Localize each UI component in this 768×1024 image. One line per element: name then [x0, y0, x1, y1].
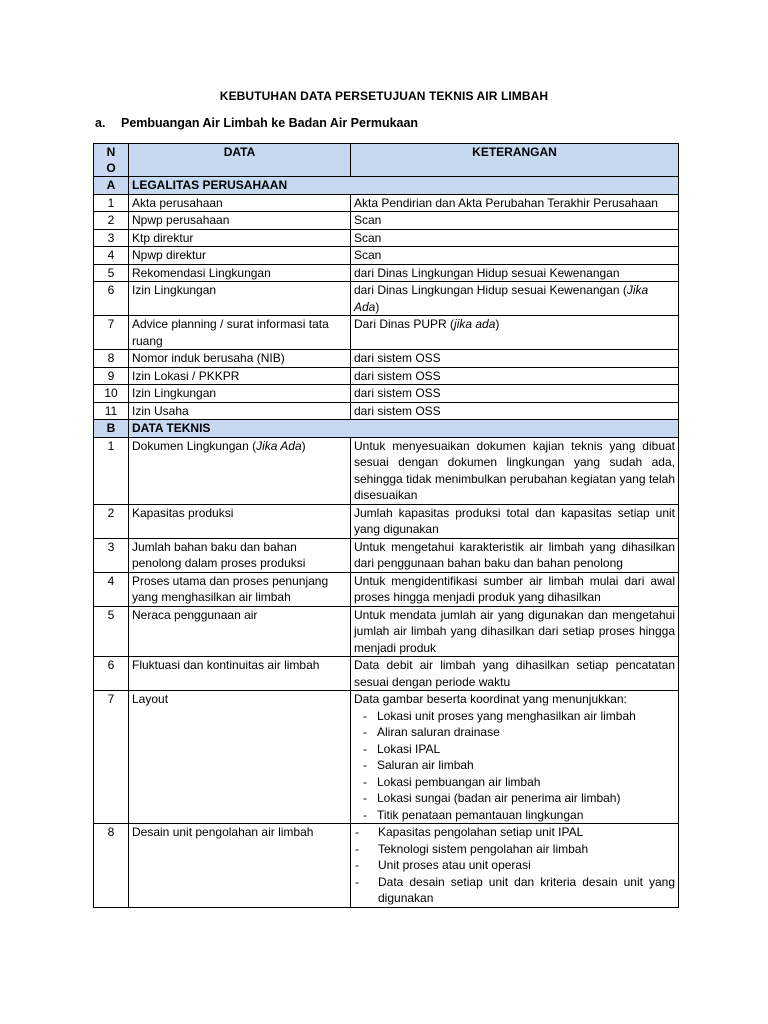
- row-data: Jumlah bahan baku dan bahan penolong dalam proses produksi: [129, 538, 351, 572]
- row-keterangan: Untuk menyesuaikan dokumen kajian teknis yang dibuat sesuai dengan dokumen lingkungan yang sudah ada, sehingga tidak menimbulkan perubahan kegiatan yang telah disesuaikan: [351, 437, 679, 504]
- list-item: - Aliran saluran drainase: [359, 724, 675, 741]
- table-row: [94, 606, 679, 657]
- section-subtitle: [95, 116, 418, 130]
- table-row: [94, 194, 679, 212]
- row-number: 10: [94, 385, 129, 403]
- row-data: Dokumen Lingkungan (Jika Ada): [129, 437, 351, 504]
- section-row-a: [94, 177, 679, 195]
- table-row: [94, 212, 679, 230]
- table-row: [94, 538, 679, 572]
- row-data: Fluktuasi dan kontinuitas air limbah: [129, 657, 351, 691]
- subtitle-text: Pembuangan Air Limbah ke Badan Air Permukaan: [121, 116, 419, 130]
- list-item: - Lokasi IPAL: [359, 741, 675, 758]
- list-item: - Teknologi sistem pengolahan air limbah: [354, 841, 675, 858]
- list-item: - Unit proses atau unit operasi: [354, 857, 675, 874]
- section-code: A: [94, 177, 129, 195]
- row-number: 5: [94, 606, 129, 657]
- row-number: 11: [94, 402, 129, 420]
- table-row: [94, 385, 679, 403]
- row-keterangan: dari sistem OSS: [351, 385, 679, 403]
- row-data: Nomor induk berusaha (NIB): [129, 350, 351, 368]
- table-row: [94, 657, 679, 691]
- design-list: [354, 824, 675, 907]
- row-number: 5: [94, 264, 129, 282]
- list-item: - Saluran air limbah: [359, 757, 675, 774]
- row-data: Ktp direktur: [129, 229, 351, 247]
- table-header-row: [94, 144, 679, 177]
- header-keterangan: KETERANGAN: [351, 144, 679, 177]
- row-keterangan: Untuk mengidentifikasi sumber air limbah mulai dari awal proses hingga menjadi produk yang dihasilkan: [351, 572, 679, 606]
- table-row: [94, 350, 679, 368]
- requirements-table: [93, 143, 679, 908]
- table-row: [94, 824, 679, 908]
- row-data: Izin Usaha: [129, 402, 351, 420]
- layout-intro: Data gambar beserta koordinat yang menunjukkan:: [354, 692, 627, 706]
- header-no: N O: [94, 144, 129, 177]
- table-row: [94, 504, 679, 538]
- row-keterangan: Akta Pendirian dan Akta Perubahan Terakhir Perusahaan: [351, 194, 679, 212]
- row-keterangan: dari Dinas Lingkungan Hidup sesuai Kewenangan: [351, 264, 679, 282]
- row-number: 7: [94, 316, 129, 350]
- row-data: Akta perusahaan: [129, 194, 351, 212]
- subtitle-letter: a.: [95, 116, 106, 130]
- row-data: Npwp direktur: [129, 247, 351, 265]
- row-number: 1: [94, 194, 129, 212]
- list-item: - Lokasi unit proses yang menghasilkan air limbah: [359, 708, 675, 725]
- table-row: [94, 316, 679, 350]
- row-data: Izin Lingkungan: [129, 385, 351, 403]
- row-keterangan: Jumlah kapasitas produksi total dan kapasitas setiap unit yang digunakan: [351, 504, 679, 538]
- row-data: Desain unit pengolahan air limbah: [129, 824, 351, 908]
- row-data: Proses utama dan proses penunjang yang menghasilkan air limbah: [129, 572, 351, 606]
- table-row: [94, 247, 679, 265]
- layout-list: [354, 708, 675, 824]
- row-keterangan: Dari Dinas PUPR (jika ada): [351, 316, 679, 350]
- row-keterangan: dari sistem OSS: [351, 402, 679, 420]
- row-keterangan: Scan: [351, 247, 679, 265]
- row-data: Rekomendasi Lingkungan: [129, 264, 351, 282]
- table-row: [94, 229, 679, 247]
- row-number: 8: [94, 824, 129, 908]
- table-row: [94, 691, 679, 824]
- list-item: - Lokasi sungai (badan air penerima air limbah): [359, 790, 675, 807]
- row-number: 2: [94, 212, 129, 230]
- row-keterangan: Untuk mengetahui karakteristik air limbah yang dihasilkan dari penggunaan bahan baku dan bahan penolong: [351, 538, 679, 572]
- row-keterangan: [351, 691, 679, 824]
- row-data: Kapasitas produksi: [129, 504, 351, 538]
- row-number: 3: [94, 538, 129, 572]
- table-row: [94, 402, 679, 420]
- row-number: 6: [94, 282, 129, 316]
- row-keterangan: dari sistem OSS: [351, 350, 679, 368]
- list-item: - Lokasi pembuangan air limbah: [359, 774, 675, 791]
- row-number: 9: [94, 367, 129, 385]
- row-keterangan: Data debit air limbah yang dihasilkan setiap pencatatan sesuai dengan periode waktu: [351, 657, 679, 691]
- section-code: B: [94, 420, 129, 438]
- row-data: Advice planning / surat informasi tata ruang: [129, 316, 351, 350]
- table-row: [94, 282, 679, 316]
- list-item: - Data desain setiap unit dan kriteria desain unit yang digunakan: [354, 874, 675, 907]
- section-label: DATA TEKNIS: [129, 420, 679, 438]
- row-data: Npwp perusahaan: [129, 212, 351, 230]
- row-keterangan: Untuk mendata jumlah air yang digunakan dan mengetahui jumlah air limbah yang dihasilkan dari setiap proses hingga menjadi produk: [351, 606, 679, 657]
- list-item: - Titik penataan pemantauan lingkungan: [359, 807, 675, 824]
- section-label: LEGALITAS PERUSAHAAN: [129, 177, 679, 195]
- table-row: [94, 437, 679, 504]
- row-keterangan: dari Dinas Lingkungan Hidup sesuai Kewenangan (Jika Ada): [351, 282, 679, 316]
- row-number: 2: [94, 504, 129, 538]
- row-number: 8: [94, 350, 129, 368]
- row-keterangan: dari sistem OSS: [351, 367, 679, 385]
- row-number: 7: [94, 691, 129, 824]
- page-title: KEBUTUHAN DATA PERSETUJUAN TEKNIS AIR LIMBAH: [219, 89, 549, 103]
- table-row: [94, 264, 679, 282]
- row-number: 4: [94, 572, 129, 606]
- row-number: 6: [94, 657, 129, 691]
- row-keterangan: Scan: [351, 229, 679, 247]
- section-row-b: [94, 420, 679, 438]
- row-data: Neraca penggunaan air: [129, 606, 351, 657]
- row-number: 4: [94, 247, 129, 265]
- header-data: DATA: [129, 144, 351, 177]
- row-keterangan: Scan: [351, 212, 679, 230]
- table-row: [94, 367, 679, 385]
- row-data: Layout: [129, 691, 351, 824]
- row-data: Izin Lingkungan: [129, 282, 351, 316]
- row-number: 3: [94, 229, 129, 247]
- row-number: 1: [94, 437, 129, 504]
- table-row: [94, 572, 679, 606]
- row-data: Izin Lokasi / PKKPR: [129, 367, 351, 385]
- list-item: - Kapasitas pengolahan setiap unit IPAL: [354, 824, 675, 841]
- row-keterangan: [351, 824, 679, 908]
